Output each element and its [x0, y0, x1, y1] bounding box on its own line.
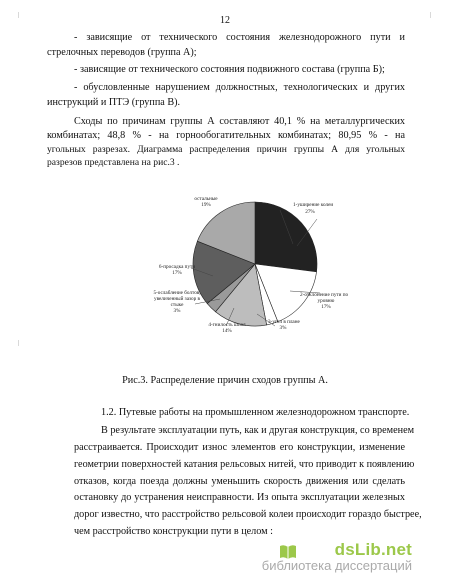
- margin-mark: [18, 340, 19, 346]
- slice-label: остальные: [194, 196, 218, 202]
- slice-percent: 27%: [305, 209, 315, 215]
- text-line: дорог известно, что расстройство рельсовой колеи происходит гораздо быстрее,: [74, 509, 422, 520]
- watermark-subtitle: библиотека диссертаций: [261, 558, 412, 573]
- slice-label: 5-ослабление болтов,: [153, 290, 201, 296]
- slice-percent: 3%: [173, 308, 181, 314]
- slice-label: стыке: [170, 302, 184, 308]
- slice-label: уровню: [317, 298, 335, 304]
- slice-label: 4-гнилость шпал: [208, 322, 246, 328]
- margin-mark: [430, 12, 431, 18]
- text-line: В результате эксплуатации путь, как и другая конструкция, со временем: [101, 425, 415, 436]
- text-line: стрелочных переводов (группа А);: [47, 47, 197, 58]
- slice-label: 3-угол в плане: [268, 319, 300, 325]
- text-line: - обусловленные нарушением должностных, технологических и других: [74, 82, 405, 93]
- slice-label: 6-просадка пути: [158, 264, 196, 270]
- slice-label: увеличенный зазор в: [153, 296, 201, 302]
- text-line: инструкций и ПТЭ (группа В).: [47, 97, 181, 108]
- slice-percent: 3%: [279, 325, 287, 331]
- slice-label: 2-отклонение пути по: [300, 292, 349, 298]
- slice-percent: 19%: [201, 202, 211, 208]
- text-line: разрезов представлена на рис.3 .: [47, 157, 180, 168]
- text-line: Сходы по причинам группы А составляют 40,1 % на металлургических: [74, 116, 405, 127]
- text-line: расстраивается. Происходит износ элементов его конструкции, изменение: [74, 442, 405, 453]
- slice-label: 1-уширение колеи: [293, 202, 334, 208]
- slice-percent: 14%: [222, 328, 232, 334]
- section-heading: 1.2. Путевые работы на промышленном железнодорожном транспорте.: [101, 407, 410, 418]
- text-line: чем расстройство конструкции пути в целом :: [74, 526, 273, 537]
- text-line: отказов, когда поезда должны уменьшить скорость движения или сделать: [74, 476, 405, 487]
- text-line: угольных разрезах. Диаграмма распределения причин группы А для угольных: [47, 144, 405, 155]
- text-line: - зависящие от технического состояния железнодорожного пути и: [74, 32, 405, 43]
- slice-percent: 17%: [321, 304, 331, 310]
- slice-percent: 17%: [172, 270, 182, 276]
- text-line: - зависящие от технического состояния подвижного состава (группа Б);: [74, 64, 385, 75]
- text-line: комбинатах; 48,8 % - на горнообогатительных комбинатах; 80,95 % - на: [47, 130, 405, 141]
- margin-mark: [18, 12, 19, 18]
- text-line: остановку до устранения неисправности. Из опыта эксплуатации железных: [74, 492, 405, 503]
- page-number: 12: [220, 15, 230, 26]
- text-line: геометрии поверхностей катания рельсовых нитей, что приводит к появлению: [74, 459, 415, 470]
- watermark-site: dsLib.net: [334, 540, 412, 559]
- pie-chart: [150, 186, 380, 361]
- figure-caption: Рис.3. Распределение причин сходов группы А.: [122, 375, 328, 386]
